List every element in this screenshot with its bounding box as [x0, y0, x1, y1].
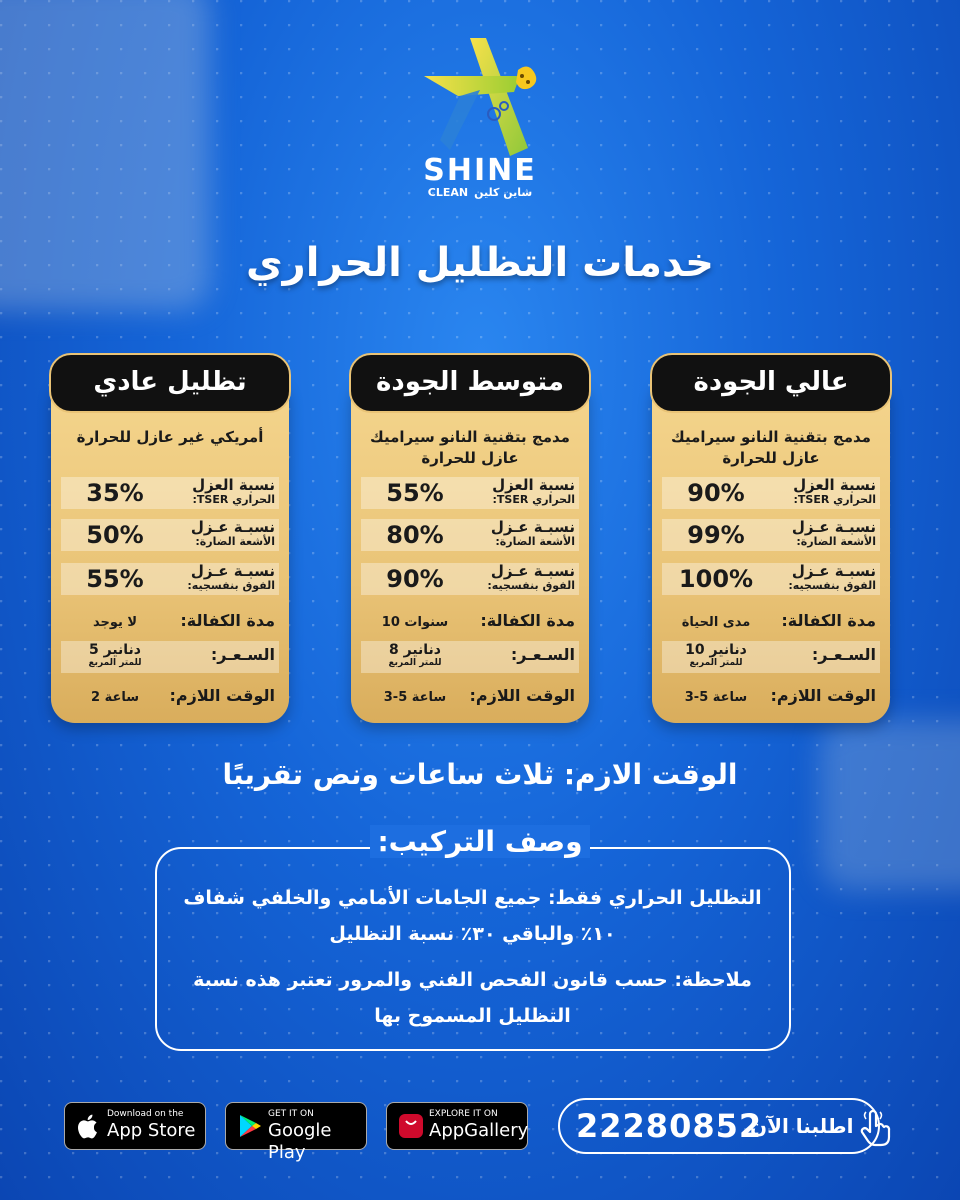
blur-decoration — [820, 720, 960, 890]
spec-label: مدة الكفالة: — [480, 611, 575, 630]
huawei-icon — [397, 1112, 425, 1140]
spec-label: السـعـر: — [811, 645, 876, 664]
phone-number[interactable]: 22280852 — [576, 1107, 763, 1145]
spec-label: نسبة العزل الحراري TSER: — [793, 476, 876, 506]
spec-label: نسبة العزل الحراري TSER: — [192, 476, 275, 506]
spec-label: نسبـة عـزل الأشعة الضارة: — [190, 518, 275, 548]
spec-row — [361, 477, 579, 509]
spec-value: 35% — [86, 479, 144, 507]
spec-value: مدى الحياة — [681, 615, 751, 630]
time-required-note: الوقت الازم: ثلاث ساعات ونص تقريبًا — [222, 758, 738, 791]
spec-label: مدة الكفالة: — [781, 611, 876, 630]
install-line: التظليل المسموح بها — [374, 1005, 571, 1027]
spec-value: 55% — [386, 479, 444, 507]
store-small-label: Download on the — [107, 1109, 184, 1119]
spec-row — [662, 641, 880, 673]
install-line: التظليل الحراري فقط: جميع الجامات الأمامي والخلفي شفاف — [183, 887, 762, 909]
spec-value: 100% — [678, 565, 754, 593]
star-logo-icon — [410, 30, 550, 160]
spec-label: السـعـر: — [510, 645, 575, 664]
order-cta-label: اطلبنا الآن — [750, 1114, 854, 1138]
spec-value: 2 ساعة — [90, 690, 139, 705]
spec-value: 80% — [386, 521, 444, 549]
spec-label: الوقت اللازم: — [770, 686, 876, 705]
appgallery-button[interactable] — [386, 1102, 528, 1150]
spec-row — [361, 607, 579, 639]
spec-row — [361, 682, 579, 714]
install-line: ملاحظة: حسب قانون الفحص الفني والمرور تعتبر هذه نسبة — [193, 969, 752, 991]
order-now-button[interactable] — [558, 1098, 880, 1154]
google-play-button[interactable] — [225, 1102, 367, 1163]
card-title: تظليل عادي — [49, 353, 291, 413]
google-play-icon — [236, 1112, 264, 1140]
spec-value: 99% — [687, 521, 745, 549]
spec-label: نسبـة عـزل الفوق بنفسجيه: — [788, 562, 876, 592]
spec-row — [361, 563, 579, 595]
store-small-label: EXPLORE IT ON — [429, 1109, 498, 1119]
card-description: أمريكي غير عازل للحرارة — [76, 428, 264, 446]
spec-label: الوقت اللازم: — [169, 686, 275, 705]
spec-label: نسبـة عـزل الفوق بنفسجيه: — [187, 562, 275, 592]
card-description: مدمج بتقنية النانو سيراميك عازل للحرارة — [370, 428, 570, 467]
store-big-label: AppGallery — [429, 1120, 529, 1141]
card-title: عالي الجودة — [650, 353, 892, 413]
spec-value: 10 سنوات — [381, 615, 449, 630]
tap-hand-icon — [858, 1108, 894, 1148]
store-big-label: Google Play — [268, 1120, 332, 1163]
spec-value: 3-5 ساعة — [383, 690, 447, 705]
spec-label: نسبـة عـزل الفوق بنفسجيه: — [487, 562, 575, 592]
spec-value: 8 دنانير للمتر المربع — [388, 642, 442, 668]
spec-value: 50% — [86, 521, 144, 549]
spec-row — [61, 607, 279, 639]
brand-subtitle: CLEAN شاين كلين — [427, 186, 533, 199]
store-small-label: GET IT ON — [268, 1109, 314, 1119]
spec-row — [662, 607, 880, 639]
spec-row — [61, 641, 279, 673]
spec-row — [662, 519, 880, 551]
spec-row — [662, 682, 880, 714]
spec-row — [61, 477, 279, 509]
spec-row — [662, 477, 880, 509]
spec-row — [61, 563, 279, 595]
spec-value: 10 دنانير للمتر المربع — [685, 642, 747, 668]
spec-row — [361, 641, 579, 673]
card-title: متوسط الجودة — [349, 353, 591, 413]
spec-value: 55% — [86, 565, 144, 593]
card-regular — [51, 367, 289, 723]
page-title: خدمات التظليل الحراري — [246, 240, 714, 286]
spec-value: 3-5 ساعة — [684, 690, 748, 705]
apple-icon — [75, 1112, 103, 1140]
spec-row — [61, 519, 279, 551]
spec-label: مدة الكفالة: — [180, 611, 275, 630]
spec-value: 90% — [687, 479, 745, 507]
app-store-button[interactable] — [64, 1102, 206, 1150]
store-big-label: App Store — [107, 1120, 196, 1141]
spec-value: 5 دنانير للمتر المربع — [88, 642, 142, 668]
install-line: ١٠٪ والباقي ٣٠٪ نسبة التظليل — [329, 923, 616, 945]
spec-value: لا يوجد — [92, 615, 138, 630]
card-high-quality — [652, 367, 890, 723]
spec-row — [61, 682, 279, 714]
brand-logo — [400, 30, 560, 210]
spec-label: نسبـة عـزل الأشعة الضارة: — [791, 518, 876, 548]
card-description: مدمج بتقنية النانو سيراميك عازل للحرارة — [671, 428, 871, 467]
spec-label: نسبـة عـزل الأشعة الضارة: — [490, 518, 575, 548]
brand-name: SHINE — [423, 153, 537, 188]
spec-label: السـعـر: — [210, 645, 275, 664]
install-title: وصف التركيب: — [370, 825, 590, 858]
spec-row — [662, 563, 880, 595]
spec-value: 90% — [386, 565, 444, 593]
spec-label: الوقت اللازم: — [469, 686, 575, 705]
card-medium-quality — [351, 367, 589, 723]
spec-label: نسبة العزل الحراري TSER: — [492, 476, 575, 506]
spec-row — [361, 519, 579, 551]
